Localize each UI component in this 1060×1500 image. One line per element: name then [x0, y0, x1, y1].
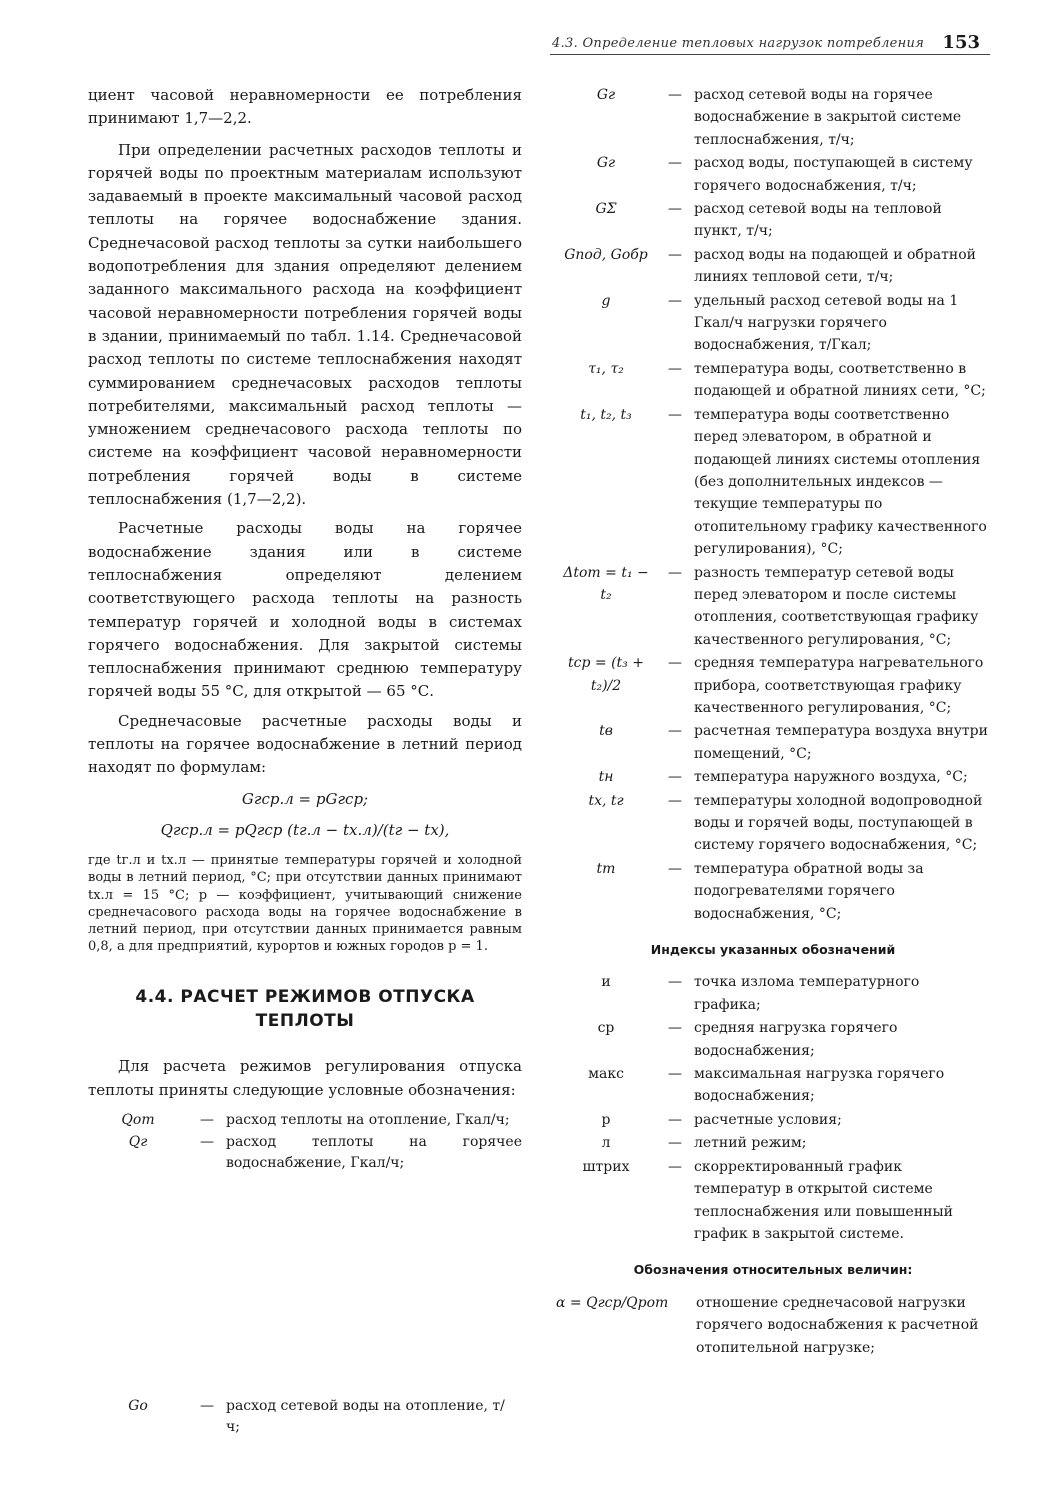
index-item: [556, 1109, 990, 1131]
index-definition: расчетные условия;: [694, 1111, 842, 1128]
notation-symbol: GΣ: [595, 201, 617, 218]
header-rule: [550, 54, 990, 55]
notation-dash: —: [668, 769, 682, 786]
notation-dash: —: [668, 860, 682, 877]
right-column: [556, 84, 990, 1359]
page-header: [90, 34, 990, 64]
notation-dash: —: [668, 360, 682, 377]
index-item: [556, 1132, 990, 1154]
relative-definition: отношение среднечасовой нагрузки горячего водоснабжения к расчетной отопительной нагрузке;: [696, 1294, 979, 1356]
section-title: 4.4. РАСЧЕТ РЕЖИМОВ ОТПУСКА ТЕПЛОТЫ: [135, 987, 475, 1032]
notation-symbol: t₁, t₂, t₃: [580, 406, 632, 423]
notation-symbol: g: [601, 292, 611, 309]
notation-symbol: tср = (t₃ + t₂)/2: [568, 655, 644, 694]
notation-dash: —: [668, 246, 682, 263]
notation-definition: расход сетевой воды на отопление, т/ч;: [226, 1398, 505, 1435]
notation-item: [88, 1396, 508, 1438]
notation-item: [556, 244, 990, 289]
indices-heading: Индексы указанных обозначений: [650, 942, 896, 958]
notation-list-right: [556, 84, 990, 925]
notation-item: [556, 652, 990, 719]
notation-item: [556, 404, 990, 561]
index-symbol: ср: [597, 1020, 615, 1037]
notation-definition: разность температур сетевой воды перед элеватором и после системы отопления, соответствующая графику качественного регулирования, °С;: [694, 564, 979, 648]
index-dash: —: [668, 1135, 682, 1152]
index-definition: максимальная нагрузка горячего водоснабжения;: [694, 1066, 945, 1105]
notation-symbol: Gг: [596, 87, 616, 103]
notation-item: [556, 290, 990, 357]
notation-dash: —: [668, 723, 682, 740]
notation-dash: —: [668, 155, 682, 172]
paragraph-continued: циент часовой неравномерности ее потребления принимают 1,7—2,2.: [88, 86, 522, 128]
notation-definition: расчетная температура воздуха внутри помещений, °С;: [694, 723, 988, 762]
left-column: [88, 84, 522, 1175]
relative-item: [556, 1292, 990, 1359]
index-symbol: и: [601, 974, 611, 991]
notation-list-left-lower: [88, 1396, 508, 1439]
index-definition: средняя нагрузка горячего водоснабжения;: [694, 1020, 898, 1059]
notation-symbol: tх, tг: [588, 792, 624, 809]
notation-item: [556, 358, 990, 403]
notation-list-left: [88, 1110, 522, 1174]
notation-symbol: tв: [599, 723, 613, 740]
index-definition: точка излома температурного графика;: [694, 974, 920, 1013]
index-dash: —: [668, 1020, 682, 1037]
formula-heat-summer: Qгср.л = pQгср (tг.л − tх.л)/(tг − tх),: [160, 820, 450, 839]
notation-symbol: tн: [598, 769, 614, 786]
notation-item: [556, 766, 990, 788]
notation-item: [88, 1110, 522, 1131]
notation-item: [556, 152, 990, 197]
notation-dash: —: [668, 564, 682, 581]
notation-dash: —: [200, 1112, 214, 1129]
notation-definition: температуры холодной водопроводной воды и горячей воды, поступающей в систему горячего водоснабжения, °С;: [694, 792, 983, 854]
index-item: [556, 1017, 990, 1062]
notation-item: [556, 562, 990, 652]
notation-dash: —: [668, 201, 682, 218]
notation-dash: —: [200, 1134, 214, 1151]
paragraph-summer-formulas-intro: Среднечасовые расчетные расходы воды и теплоты на горячее водоснабжение в летний период находят по формулам:: [88, 711, 522, 777]
index-definition: скорректированный график температур в открытой системе теплоснабжения или повышенный график в закрытой системе.: [694, 1158, 953, 1242]
notation-item: [556, 858, 990, 925]
index-dash: —: [668, 974, 682, 991]
notation-definition: удельный расход сетевой воды на 1 Гкал/ч нагрузки горячего водоснабжения, т/Гкал;: [694, 292, 959, 354]
notation-definition: расход воды на подающей и обратной линиях тепловой сети, т/ч;: [694, 246, 976, 286]
notation-item: [556, 198, 990, 243]
notation-item: [556, 790, 990, 857]
notation-definition: расход сетевой воды на горячее водоснабжение в закрытой системе теплоснабжения, т/ч;: [694, 87, 962, 148]
notation-definition: температура наружного воздуха, °С;: [694, 769, 968, 786]
paragraph-calculation-methods: При определении расчетных расходов теплоты и горячей воды по проектным материалам используют задаваемый в проекте максимальный часовой расход теплоты на горячее водоснабжение здания. Среднечасовой расход теплоты за сутки наибольшего водопотребления для здания определяют делением заданного максимального расхода на коэффициент часовой неравномерности потребления горячей воды в здании, принимаемый по табл. 1.14. Среднечасовой расход теплоты по системе теплоснабжения находят суммированием среднечасовых расходов теплоты потребителями, максимальный расход теплоты — умножением среднечасового расхода теплоты по системе на коэффициент часовой неравномерности потребления горячей воды в системе теплоснабжения (1,7—2,2).: [88, 140, 522, 509]
notation-definition: расход сетевой воды на тепловой пункт, т/ч;: [694, 201, 942, 240]
notation-definition: расход теплоты на горячее водоснабжение, Гкал/ч;: [226, 1134, 522, 1172]
index-dash: —: [668, 1158, 682, 1175]
index-symbol: штрих: [582, 1158, 630, 1175]
notation-item: [556, 84, 990, 151]
notation-dash: —: [668, 292, 682, 309]
index-symbol: р: [601, 1111, 611, 1128]
notation-symbol: tт: [596, 860, 616, 877]
paragraph-water-flows: Расчетные расходы воды на горячее водоснабжение здания или в системе теплоснабжения определяют делением соответствующего расхода теплоты на разность температур горячей и холодной воды в системах горячего водоснабжения. Для закрытой системы теплоснабжения принимают среднюю температуру горячей воды 55 °С, для открытой — 65 °С.: [88, 519, 522, 701]
index-dash: —: [668, 1066, 682, 1083]
notation-symbol: Gо: [128, 1398, 148, 1414]
notation-symbol: Qот: [121, 1112, 155, 1129]
notation-dash: —: [668, 87, 682, 103]
notation-symbol: τ₁, τ₂: [588, 360, 624, 377]
notation-symbol: Qг: [128, 1134, 148, 1151]
notation-dash: —: [668, 655, 682, 672]
notation-item: [556, 720, 990, 765]
index-item: [556, 1063, 990, 1108]
notation-definition: температура воды, соответственно в подающей и обратной линиях сети, °С;: [694, 360, 986, 400]
notation-symbol: Gг: [596, 155, 616, 172]
index-dash: —: [668, 1111, 682, 1128]
notation-definition: температура обратной воды за подогревателями горячего водоснабжения, °С;: [694, 860, 924, 922]
index-symbol: л: [601, 1135, 611, 1152]
relative-symbol: α = Qгср/Qрот: [556, 1294, 669, 1311]
indices-list: [556, 971, 990, 1245]
notation-definition: средняя температура нагревательного прибора, соответствующая графику качественного регулирования, °С;: [694, 655, 984, 716]
notation-dash: —: [200, 1398, 214, 1414]
notation-item: [88, 1132, 522, 1174]
notation-definition: расход воды, поступающей в систему горячего водоснабжения, т/ч;: [694, 155, 973, 194]
notation-definition: температура воды соответственно перед элеватором, в обратной и подающей линиях системы отопления (без дополнительных индексов — текущие температуры по отопительному графику качественного регулирования), °С;: [694, 406, 987, 558]
notation-dash: —: [668, 406, 682, 423]
index-item: [556, 1156, 990, 1246]
paragraph-notation-intro: Для расчета режимов регулирования отпуска теплоты приняты следующие условные обозначения:: [88, 1057, 522, 1099]
formula-explanation-note: где tг.л и tх.л — принятые температуры горячей и холодной воды в летний период, °С; при отсутствии данных принимают tх.л = 15 °С; p — коэффициент, учитывающий снижение среднечасового расхода воды на горячее водоснабжение в летний период, при отсутствии данных принимается равным 0,8, а для предприятий, курортов и южных городов p = 1.: [88, 853, 522, 955]
notation-symbol: Δtот = t₁ − t₂: [563, 564, 649, 603]
notation-symbol: Gпод, Gобр: [564, 246, 648, 263]
index-symbol: макс: [588, 1066, 624, 1083]
page-number: 153: [942, 32, 980, 53]
running-title: 4.3. Определение тепловых нагрузок потребления: [552, 36, 925, 51]
relative-values-heading: Обозначения относительных величин:: [633, 1262, 913, 1278]
notation-dash: —: [668, 792, 682, 809]
index-item: [556, 971, 990, 1016]
notation-definition: расход теплоты на отопление, Гкал/ч;: [226, 1112, 510, 1129]
index-definition: летний режим;: [694, 1135, 807, 1152]
formula-water-summer: Gгср.л = pGгср;: [241, 789, 369, 808]
